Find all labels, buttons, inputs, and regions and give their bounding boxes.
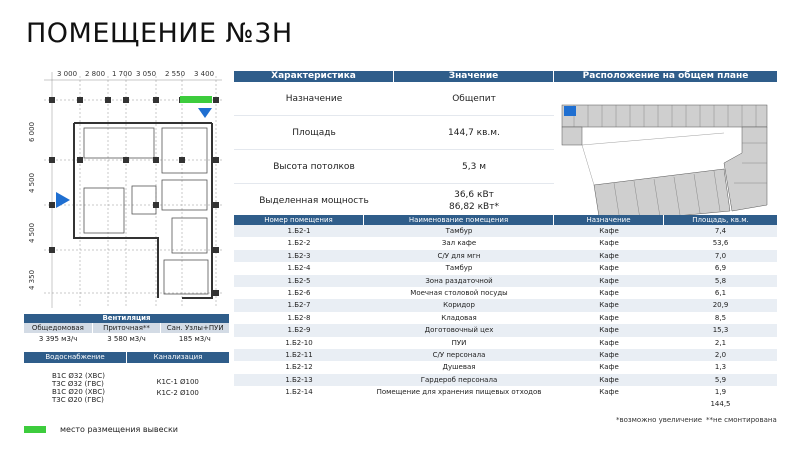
room-name: Тамбур [445,227,473,235]
room-number: 1.Б2-6 [287,288,311,297]
char-value: 36,6 кВт [454,189,494,200]
room-purpose: Кафе [599,264,619,273]
room-area: 5,8 [714,276,727,285]
room-purpose: Кафе [599,288,619,297]
char-header-value: Значение [394,71,554,82]
room-number: 1.Б2-13 [285,375,313,384]
room-number: 1.Б2-1 [287,227,311,235]
room-number: 1.Б2-11 [285,350,313,359]
vent-val-sanitary: 185 м3/ч [178,335,211,343]
dim-left-1: 6 000 [28,121,36,142]
water-line-3: В1С Ø20 (ХВС) [52,388,105,396]
char-value: 5,3 м [462,161,486,172]
floor-plan-drawing [22,68,227,314]
floor-plan [22,68,227,314]
ventilation-header: Вентиляция [24,314,229,323]
rooms-header-purpose: Назначение [554,215,664,225]
room-area: 15,3 [712,326,729,335]
legend-swatch [24,426,46,433]
room-area: 7,4 [714,227,727,235]
room-number: 1.Б2-2 [287,239,311,248]
room-number: 1.Б2-10 [285,338,313,347]
table-row [234,262,777,274]
char-name: Площадь [292,127,336,138]
room-name: Кладовая [441,313,477,322]
dim-left-3: 4 500 [28,222,36,243]
char-value: 144,7 кв.м. [448,127,500,138]
sewer-line-2: К1С-2 Ø100 [156,389,199,397]
entrance-arrow-left-icon [56,192,70,208]
site-plan-drawing [554,93,777,227]
dim-top-2: 2 800 [85,70,106,78]
room-area: 7,0 [714,251,727,260]
char-name: Высота потолков [273,161,355,172]
room-area: 53,6 [712,239,729,248]
room-number: 1.Б2-5 [287,276,311,285]
water-line-1: В1С Ø32 (ХВС) [52,372,105,380]
characteristics-table [234,71,777,218]
char-name: Назначение [285,93,343,104]
room-number: 1.Б2-8 [287,313,311,322]
footnote-1: *возможно увеличение [616,416,703,424]
room-area: 20,9 [712,301,729,310]
dim-top-6: 3 400 [194,70,215,78]
room-number: 1.Б2-12 [285,363,313,372]
char-value-extra: 86,82 кВт* [449,201,499,212]
table-row [234,287,777,299]
room-number: 1.Б2-14 [285,388,313,397]
room-purpose: Кафе [599,326,619,335]
room-area: 5,9 [714,375,727,384]
room-name: Зона раздаточной [425,276,493,285]
room-purpose: Кафе [599,251,619,260]
ventilation-table [24,314,229,346]
table-row [234,225,777,237]
char-header-name: Характеристика [234,71,394,82]
room-name: Коридор [443,301,475,310]
dim-top-5: 2 550 [165,70,186,78]
sewer-line-1: К1С-1 Ø100 [156,378,199,386]
rooms-header-area: Площадь, кв.м. [692,216,749,224]
room-area: 6,9 [714,264,727,273]
room-area: 1,9 [714,388,727,397]
room-name: Доготовочный цех [424,326,494,335]
vent-val-common: 3 395 м3/ч [38,335,78,343]
vent-col-sanitary: Сан. Узлы+ПУИ [166,324,224,332]
char-name: Выделенная мощность [259,195,369,206]
dim-left-2: 4 500 [28,172,36,193]
room-area: 1,3 [714,363,727,372]
room-name: Моечная столовой посуды [410,288,508,297]
sign-location-marker [180,96,212,103]
rooms-total: 144,5 [710,400,731,409]
room-purpose: Кафе [599,227,619,235]
legend [24,425,178,434]
table-row [234,324,777,336]
water-sewer-table [24,352,229,404]
room-name: Гардероб персонала [420,375,498,384]
page-title: ПОМЕЩЕНИЕ №3Н [26,18,293,49]
site-plan-thumbnail [554,93,777,227]
entrance-arrow-top-icon [198,108,212,118]
rooms-header-number: Номер помещения [234,215,364,225]
table-row [234,237,777,249]
table-row [234,386,777,398]
room-name: С/У для мгн [437,251,481,260]
dim-top-1: 3 000 [57,70,78,78]
site-plan-highlight [564,106,576,116]
char-value: Общепит [452,93,496,104]
vent-col-supply: Приточная** [93,323,162,333]
room-name: Душевая [442,363,476,372]
table-row [234,337,777,349]
room-name: Зал кафе [441,239,477,248]
table-row [234,374,777,386]
water-line-4: Т3С Ø20 (ГВС) [52,396,104,404]
sewer-header: Канализация [153,353,203,361]
room-area: 2,1 [714,338,727,347]
room-purpose: Кафе [599,313,619,322]
table-row [234,275,777,287]
vent-col-common: Общедомовая [24,323,93,333]
room-number: 1.Б2-7 [287,301,311,310]
char-header-location: Расположение на общем плане [582,71,749,81]
table-row [234,361,777,373]
room-purpose: Кафе [599,276,619,285]
room-purpose: Кафе [599,363,619,372]
room-name: ПУИ [451,338,467,347]
table-row [234,299,777,311]
room-area: 6,1 [714,288,727,297]
footnote-2: **не смонтирована [706,416,777,424]
legend-label: место размещения вывески [60,425,178,434]
char-value-multi [394,189,554,213]
water-line-2: Т3С Ø32 (ГВС) [52,380,104,388]
room-area: 8,5 [714,313,727,322]
table-row [234,250,777,262]
table-row [234,349,777,361]
room-name: Тамбур [445,264,473,273]
room-number: 1.Б2-3 [287,251,311,260]
table-row [234,312,777,324]
water-header: Водоснабжение [24,352,127,363]
room-area: 2,0 [714,350,727,359]
room-name: С/У персонала [432,350,486,359]
room-purpose: Кафе [599,375,619,384]
room-purpose: Кафе [599,338,619,347]
dim-top-4: 3 050 [136,70,157,78]
vent-val-supply: 3 580 м3/ч [107,335,146,343]
rooms-total-row [234,398,777,410]
room-purpose: Кафе [599,301,619,310]
room-number: 1.Б2-9 [287,326,311,335]
room-number: 1.Б2-4 [287,264,311,273]
rooms-header-name: Наименование помещения [364,215,554,225]
rooms-table [234,215,777,410]
dim-top-3: 1 700 [112,70,133,78]
room-purpose: Кафе [599,388,619,397]
room-purpose: Кафе [599,239,619,248]
room-name: Помещение для хранения пищевых отходов [376,388,542,397]
room-purpose: Кафе [599,350,619,359]
dim-left-4: 4 350 [28,269,36,290]
